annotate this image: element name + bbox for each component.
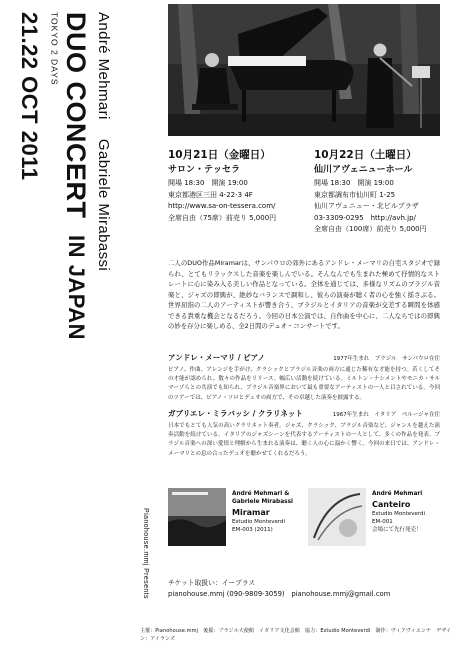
intro-paragraph: 二人のDUO作品Miramarは、サンパウロの郊外にあるアンドレ・メーマリの自宅スタジオで録られ、とてもリラックスした音楽を楽しんでいる。そんなんでも生まれた極めて抒情的なストレートに心に染み入る美しい作品となっている。全体を通じては、多様なリズムのブラジル音楽と、ジャズの即興が、絶妙なバランスで調和し、彼らの演奏が聴く者の心を強く揺さぶる。世界屈指の二人のアーティストが響き合う、ブラジルとイタリアの音楽が交差する瞬間を体感できる貴重な機会となるだろう。今回の日本公演では、自作曲を中心に、二人ならではの即興の妙を存分に楽しめる、全2日間のデュオ・コンサートです。 (168, 259, 440, 330)
tokyo-days-label: TOKYO 2 DAYS (49, 12, 60, 86)
cd-number: EM-001 (372, 519, 393, 525)
concert-date-vertical: 21.22 OCT 2011 (17, 12, 42, 181)
artist-text: 日本でもとても人気の高いクラリネット奏者。ジャズ、クラシック、ブラジル音楽など、ジャンルを越えた演奏活動を続けている。イタリアのジャズシーンを代表するアーティストの一人として、多くの作品を発表。ブラジル音楽への深い愛情と理解から生まれる演奏は、聴く人の心に温かく響く。今回の来日では、アンドレ・メーマリとの息の合ったデュオを聴かせてくれるだろう。 (168, 423, 440, 457)
cd-artist-2: Gabriele Mirabassi (232, 499, 294, 505)
date-block-oct21 (168, 150, 308, 224)
date-title: 10月21日（金曜日） (168, 149, 271, 161)
cd-note: 会場にて先行発売！ (372, 527, 422, 533)
duo-concert-title (62, 12, 89, 340)
artist-bio-line: 1967年生まれ イタリア ペルージャ在住 (332, 412, 440, 418)
ticket-contact: pianohouse.mmj (090-9809-3059) pianohouse.mmj@gmail.com (168, 590, 391, 598)
presenter-credit: Pianohouse.mmj Presents (142, 508, 149, 599)
cd-title: Canteiro (372, 500, 411, 509)
venue-name: サロン・テッセラ (168, 164, 241, 175)
artist-name-andre: André Mehmari (95, 12, 112, 120)
cd-title: Miramar (232, 508, 270, 517)
artist-name: ガブリエレ・ミラバッシ / クラリネット (168, 409, 303, 418)
date-line: 全席自由（100席）前売り 5,000円 (314, 225, 427, 233)
concert-photo (168, 4, 440, 136)
date-line: 開場 18:30 開演 19:00 (314, 179, 394, 187)
cd-info (232, 490, 304, 534)
venue-name: 仙川アヴェニューホール (314, 164, 413, 175)
artist-bio-line: 1977年生まれ ブラジル サンパウロ在住 (333, 356, 440, 362)
artist-section-gabriele (168, 408, 440, 459)
cd-cover-image (308, 488, 366, 546)
date-line: 東京都調布市仙川町 1-25 (314, 190, 396, 199)
date-line: 東京都港区三田 4-22-3 4F (168, 190, 253, 199)
artist-section-andre (168, 352, 440, 403)
artist-names-vertical (96, 12, 111, 271)
artist-heading (168, 352, 440, 363)
cd-miramar (168, 488, 302, 550)
date-line: 開場 18:30 開演 19:00 (168, 179, 248, 187)
cd-number: EM-003 (2011) (232, 527, 273, 533)
artist-text: ピアノ、作曲、アレンジを手がけ、クラシックとブラジル音楽の両方に通じた稀有な才能を持つ。若くしてその才能が認められ、数々の作品をリリース。幅広い活動を続けている。ミルトン・ナシメントやモニカ・サルマーゾらとの共演でも知られ、ブラジル音楽界において最も重要なアーティストの一人と目されている。今回のツアーでは、ピアノ・ソロとデュオの両方で、その卓越した演奏を披露する。 (168, 367, 440, 401)
date-line: http://www.sa-on-tessera.com/ (168, 202, 276, 210)
cd-label: Estudio Monteverdi (372, 511, 426, 517)
cd-canteiro (308, 488, 442, 550)
artist-name: アンドレ・メーマリ / ピアノ (168, 353, 266, 362)
artist-name-gabriele: Gabriele Mirabassi (95, 138, 112, 272)
cd-artist: André Mehmari (372, 491, 423, 497)
ticket-info (168, 578, 440, 600)
date-line: 03-3309-0295 http://avh.jp/ (314, 213, 416, 222)
date-block-oct22 (314, 150, 454, 236)
date-line: 仙川アヴェニュー・北ビルプラザ (314, 202, 419, 210)
footer-credits: 主催：Pianohouse.mmj 後援：ブラジル大使館 イタリア文化会館 協力：Estudio Monteverdi 制作：ヴィアヴィエンナ デザイン：アイランズ (140, 628, 452, 642)
date-title: 10月22日（土曜日） (314, 149, 417, 161)
cd-artist: André Mehmari & (232, 491, 290, 497)
artist-heading (168, 408, 440, 419)
date-line: 全席自由（75席）前売り 5,000円 (168, 213, 277, 222)
cd-label: Estudio Monteverdi (232, 519, 286, 525)
in-japan-text: IN JAPAN (64, 234, 89, 340)
duo-concert-text: DUO CONCERT (61, 12, 91, 219)
ticket-heading: チケット取扱い：イープラス (168, 579, 256, 587)
cd-cover-image (168, 488, 226, 546)
cd-info (372, 490, 444, 534)
